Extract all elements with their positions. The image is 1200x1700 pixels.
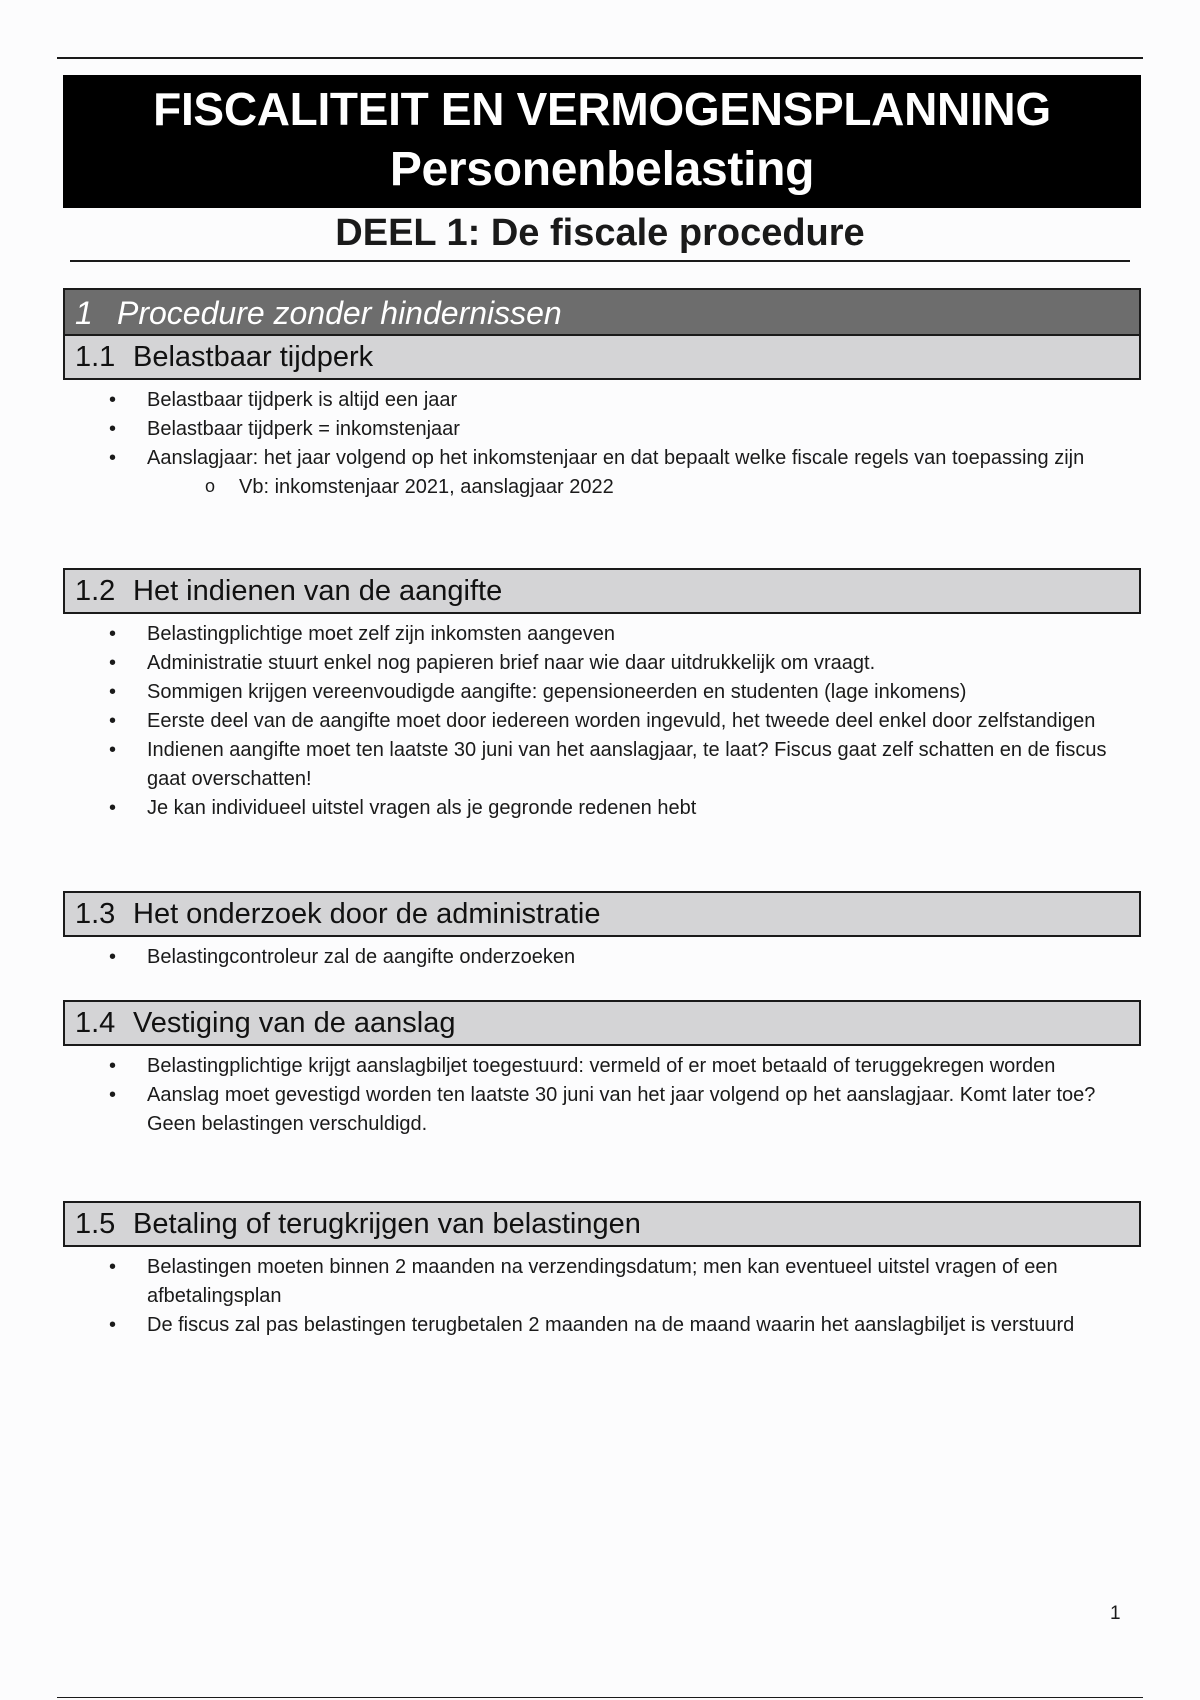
list-item: • Belastingplichtige moet zelf zijn inkomsten aangeven xyxy=(63,620,1141,649)
list-item: • Belastbaar tijdperk is altijd een jaar xyxy=(63,386,1141,415)
list-item: • Indienen aangifte moet ten laatste 30 juni van het aanslagjaar, te laat? Fiscus gaat zelf schatten en de fiscus gaat overschatten! xyxy=(63,736,1141,794)
part-title: DEEL 1: De fiscale procedure xyxy=(70,208,1130,262)
sub-list-item: o Vb: inkomstenjaar 2021, aanslagjaar 2022 xyxy=(167,473,1141,502)
chapter-title: Procedure zonder hindernissen xyxy=(117,295,562,331)
sub-bullet-list xyxy=(167,473,1141,502)
list-item: • Aanslagjaar: het jaar volgend op het inkomstenjaar en dat bepaalt welke fiscale regels van toepassing zijn xyxy=(63,444,1141,473)
section-1-5 xyxy=(63,1201,1141,1340)
list-item: • Administratie stuurt enkel nog papieren brief naar wie daar uitdrukkelijk om vraagt. xyxy=(63,649,1141,678)
section-title: Het onderzoek door de administratie xyxy=(133,898,601,930)
bottom-rule xyxy=(57,1697,1143,1698)
list-item: • Eerste deel van de aangifte moet door iedereen worden ingevuld, het tweede deel enkel door zelfstandigen xyxy=(63,707,1141,736)
list-item: • Belastingplichtige krijgt aanslagbiljet toegestuurd: vermeld of er moet betaald of teruggekregen worden xyxy=(63,1052,1141,1081)
section-number: 1.4 xyxy=(75,1007,116,1039)
chapter-heading xyxy=(63,288,1141,334)
section-1-2 xyxy=(63,568,1141,823)
bullet-list xyxy=(63,620,1141,823)
document-title-block xyxy=(63,75,1141,208)
section-heading xyxy=(63,1000,1141,1046)
list-item: • Aanslag moet gevestigd worden ten laatste 30 juni van het jaar volgend op het aanslagjaar. Komt later toe? Geen belastingen verschuldigd. xyxy=(63,1081,1141,1139)
section-number: 1.1 xyxy=(75,341,116,373)
section-heading xyxy=(63,334,1141,380)
section-1-1 xyxy=(63,288,1141,502)
page-number: 1 xyxy=(1110,1603,1121,1624)
section-title: Vestiging van de aanslag xyxy=(133,1007,456,1039)
section-number: 1.2 xyxy=(75,575,116,607)
section-title: Het indienen van de aangifte xyxy=(133,575,503,607)
list-item: • Belastingen moeten binnen 2 maanden na verzendingsdatum; men kan eventueel uitstel vragen of een afbetalingsplan xyxy=(63,1253,1141,1311)
bullet-list xyxy=(63,1253,1141,1340)
bullet-list xyxy=(63,386,1141,473)
list-item: • Je kan individueel uitstel vragen als je gegronde redenen hebt xyxy=(63,794,1141,823)
bullet-list xyxy=(63,943,1141,972)
section-number: 1.5 xyxy=(75,1208,116,1240)
section-heading xyxy=(63,1201,1141,1247)
section-1-4 xyxy=(63,1000,1141,1139)
section-title: Belastbaar tijdperk xyxy=(133,341,374,373)
course-title: FISCALITEIT EN VERMOGENSPLANNING xyxy=(153,83,1051,135)
chapter-number: 1 xyxy=(75,295,93,331)
section-title: Betaling of terugkrijgen van belastingen xyxy=(133,1208,641,1240)
section-number: 1.3 xyxy=(75,898,116,930)
course-subtitle: Personenbelasting xyxy=(389,143,815,196)
section-1-3 xyxy=(63,891,1141,972)
section-heading xyxy=(63,891,1141,937)
list-item: • Belastbaar tijdperk = inkomstenjaar xyxy=(63,415,1141,444)
section-heading xyxy=(63,568,1141,614)
list-item: • De fiscus zal pas belastingen terugbetalen 2 maanden na de maand waarin het aanslagbiljet is verstuurd xyxy=(63,1311,1141,1340)
top-rule xyxy=(57,57,1143,59)
bullet-list xyxy=(63,1052,1141,1139)
list-item: • Belastingcontroleur zal de aangifte onderzoeken xyxy=(63,943,1141,972)
list-item: • Sommigen krijgen vereenvoudigde aangifte: gepensioneerden en studenten (lage inkomens) xyxy=(63,678,1141,707)
